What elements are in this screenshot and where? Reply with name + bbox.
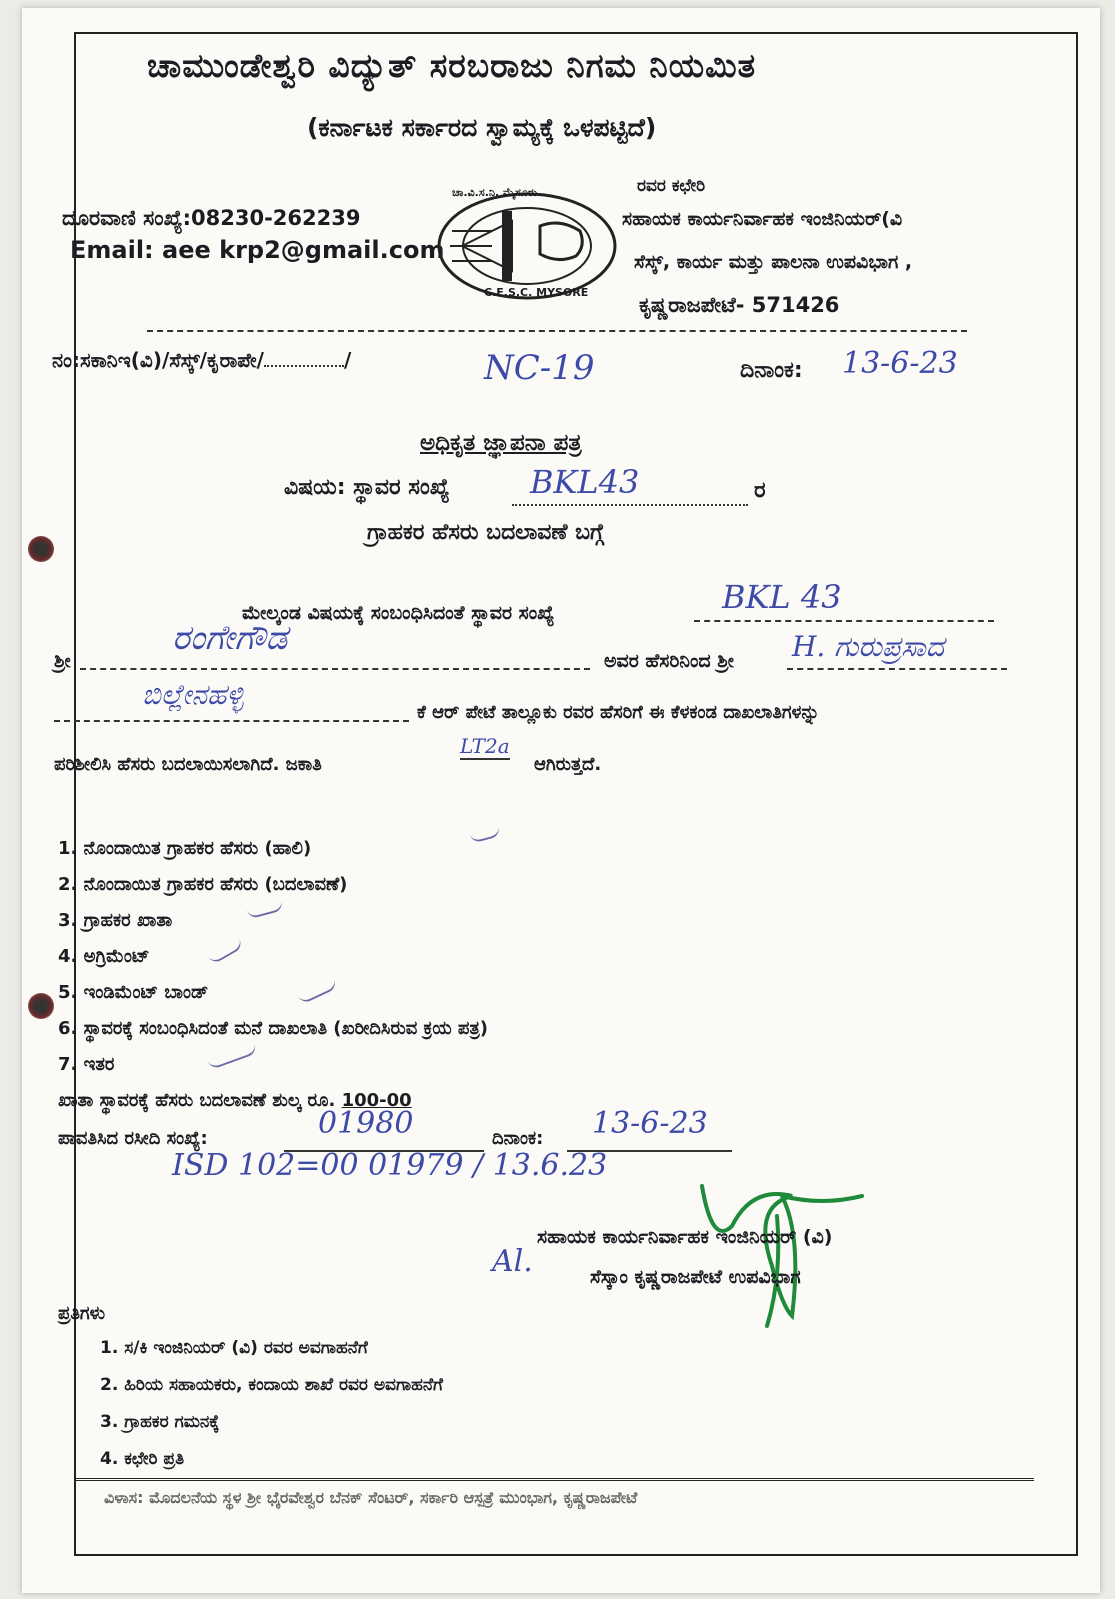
cesc-logo bbox=[432, 186, 622, 306]
place-line bbox=[54, 720, 409, 722]
office-line-2: ಸಹಾಯಕ ಕಾರ್ಯನಿರ್ವಾಹಕ ಇಂಜಿನಿಯರ್(ವಿ bbox=[622, 208, 903, 230]
signatory-division: ಸೆಸ್ಕಾಂ ಕೃಷ್ಣರಾಜಪೇಟೆ ಉಪವಿಭಾಗ bbox=[590, 1266, 801, 1288]
copies-label: ಪ್ರತಿಗಳು bbox=[58, 1303, 106, 1324]
to-name-line bbox=[787, 668, 1007, 670]
body-line-4-suffix: ಆಗಿರುತ್ತದೆ. bbox=[534, 754, 602, 775]
document-item-7: 7. ಇತರ bbox=[58, 1054, 115, 1075]
fee-amount: 100-00 bbox=[341, 1090, 412, 1111]
header-divider bbox=[147, 330, 967, 332]
from-name-line bbox=[80, 668, 590, 670]
office-line-3: ಸೆಸ್ಕ್, ಕಾರ್ಯ ಮತ್ತು ಪಾಲನಾ ಉಪವಿಭಾಗ , bbox=[634, 251, 913, 273]
document-item-5: 5. ಇಂಡಿಮೆಂಟ್ ಬಾಂಡ್ bbox=[58, 982, 209, 1003]
reference-label: ನಂ:ಸಕಾನಿಇ(ವಿ)/ಸೆಸ್ಕ್/ಕೃರಾಪೇ/ / bbox=[52, 348, 352, 372]
subject-installation-no: BKL43 bbox=[530, 463, 640, 501]
memo-title: ಅಧಿಕೃತ ಜ್ಞಾಪನಾ ಪತ್ರ bbox=[420, 430, 582, 456]
fee-label: ಖಾತಾ ಸ್ಥಾವರಕ್ಕೆ ಹೆಸರು ಬದಲಾವಣೆ ಶುಲ್ಕ ರೂ. bbox=[58, 1090, 336, 1111]
office-line-1: ರವರ ಕಛೇರಿ bbox=[637, 176, 706, 196]
receipt-label: ಪಾವತಿಸಿದ ರಸೀದಿ ಸಂಖ್ಯೆ: bbox=[58, 1128, 208, 1149]
org-name: ಚಾಮುಂಡೇಶ್ವರಿ ವಿದ್ಯುತ್ ಸರಬರಾಜು ನಿಗಮ ನಿಯಮಿತ bbox=[147, 46, 757, 85]
document-item-6: 6. ಸ್ಥಾವರಕ್ಕೆ ಸಂಬಂಧಿಸಿದಂತೆ ಮನೆ ದಾಖಲಾತಿ (ಖರೀದಿಸಿರುವ ಕ್ರಯ ಪತ್ರ) bbox=[58, 1018, 488, 1039]
copy-item-3: 3. ಗ್ರಾಹಕರ ಗಮನಕ್ಕೆ bbox=[100, 1412, 220, 1432]
logo-top-text: ಚಾ.ವಿ.ಸ.ನಿ. ಮೈಸೂರು bbox=[452, 186, 538, 199]
ref-date: 13-6-23 bbox=[842, 346, 958, 381]
body-line-3: ಕೆ ಆರ್ ಪೇಟೆ ತಾಲ್ಲೂಕು ರವರ ಹೆಸರಿಗೆ ಈ ಕೆಳಕಂಡ ದಾಖಲಾತಿಗಳನ್ನು bbox=[417, 702, 820, 723]
document-item-1: 1. ನೊಂದಾಯಿತ ಗ್ರಾಹಕರ ಹೆಸರು (ಹಾಲಿ) bbox=[58, 838, 312, 859]
new-owner-name: H. ಗುರುಪ್ರಸಾದ bbox=[792, 630, 945, 663]
office-line-4: ಕೃಷ್ಣರಾಜಪೇಟೆ- 571426 bbox=[639, 293, 840, 317]
receipt-date: 13-6-23 bbox=[592, 1106, 708, 1141]
village-name: ಬಿಲ್ಲೇನಹಳ್ಳಿ bbox=[142, 678, 244, 711]
signatory-designation: ಸಹಾಯಕ ಕಾರ್ಯನಿರ್ವಾಹಕ ಇಂಜಿನಿಯರ್ (ವಿ) bbox=[537, 1226, 833, 1248]
copy-item-1: 1. ಸ/ಕಿ ಇಂಜಿನಿಯರ್ (ವಿ) ರವರ ಅವಗಾಹನೆಗೆ bbox=[100, 1338, 368, 1358]
body-line-1-blank bbox=[694, 620, 994, 622]
document-item-2: 2. ನೊಂದಾಯಿತ ಗ್ರಾಹಕರ ಹೆಸರು (ಬದಲಾವಣೆ) bbox=[58, 874, 348, 895]
org-subtitle: (ಕರ್ನಾಟಕ ಸರ್ಕಾರದ ಸ್ವಾಮ್ಯಕ್ಕೆ ಒಳಪಟ್ಟಿದೆ) bbox=[307, 113, 657, 142]
subject-suffix: ರ bbox=[754, 478, 766, 503]
receipt-date-label: ದಿನಾಂಕ: bbox=[492, 1128, 544, 1149]
document-item-3: 3. ಗ್ರಾಹಕರ ಖಾತಾ bbox=[58, 910, 173, 931]
subject-label: ವಿಷಯ: ಸ್ಥಾವರ ಸಂಖ್ಯೆ bbox=[284, 475, 450, 500]
copy-item-4: 4. ಕಛೇರಿ ಪ್ರತಿ bbox=[100, 1449, 185, 1469]
sri-label-1: ಶ್ರೀ bbox=[54, 650, 71, 672]
tariff-category: LT2a bbox=[460, 734, 510, 758]
footer-rule bbox=[74, 1478, 1034, 1481]
previous-owner-name: ರಂಗೇಗೌಡ bbox=[172, 618, 288, 658]
ref-date-label: ದಿನಾಂಕ: bbox=[740, 358, 803, 383]
logo-bottom-text: C.E.S.C. MYSORE bbox=[484, 286, 589, 299]
subject-line-2: ಗ್ರಾಹಕರ ಹೆಸರು ಬದಲಾವಣೆ ಬಗ್ಗೆ bbox=[367, 520, 605, 545]
avara-text: ಅವರ ಹೆಸರಿನಿಂದ ಶ್ರೀ bbox=[604, 650, 735, 672]
footer-address: ವಿಳಾಸ: ಮೊದಲನೆಯ ಸ್ಥಳ ಶ್ರೀ ಭೈರವೇಶ್ವರ ಬೆನಕ್ ಸೆಂಟರ್, ಸರ್ಕಾರಿ ಆಸ್ಪತ್ರೆ ಮುಂಭಾಗ, ಕೃಷ್ಣರಾಜಪೇಟೆ bbox=[104, 1488, 638, 1507]
body-installation-no: BKL 43 bbox=[722, 578, 842, 616]
body-line-1: ಮೇಲ್ಕಂಡ ವಿಷಯಕ್ಕೆ ಸಂಬಂಧಿಸಿದಂತೆ ಸ್ಥಾವರ ಸಂಖ್ಯೆ bbox=[242, 602, 555, 624]
body-line-4: ಪರಿಶೀಲಿಸಿ ಹೆಸರು ಬದಲಾಯಿಸಲಾಗಿದೆ. ಜಕಾತಿ bbox=[54, 754, 322, 775]
document-page bbox=[22, 8, 1100, 1593]
phone-number: ದೂರವಾಣಿ ಸಂಖ್ಯೆ:08230-262239 bbox=[62, 206, 361, 230]
punch-hole-top bbox=[28, 536, 54, 562]
receipt-number: 01980 bbox=[318, 1106, 414, 1141]
extra-receipt-note: ISD 102=00 01979 / 13.6.23 bbox=[172, 1148, 608, 1183]
copy-item-2: 2. ಹಿರಿಯ ಸಹಾಯಕರು, ಕಂದಾಯ ಶಾಖೆ ರವರ ಅವಗಾಹನೆಗೆ bbox=[100, 1375, 443, 1395]
document-item-4: 4. ಅಗ್ರಿಮೆಂಟ್ bbox=[58, 946, 150, 967]
email-address: Email: aee krp2@gmail.com bbox=[70, 236, 445, 264]
reference-prefix: ನಂ:ಸಕಾನಿಇ(ವಿ)/ಸೆಸ್ಕ್/ಕೃರಾಪೇ/ bbox=[52, 348, 264, 372]
signatory-initials: Al. bbox=[492, 1244, 533, 1279]
punch-hole-bottom bbox=[28, 993, 54, 1019]
reference-number: NC-19 bbox=[484, 348, 595, 388]
